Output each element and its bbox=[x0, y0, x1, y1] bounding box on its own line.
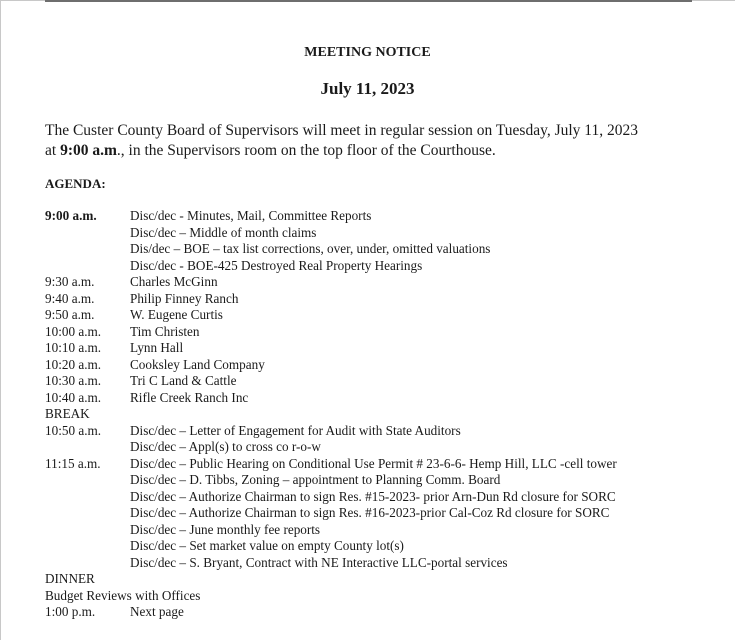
agenda-item: Disc/dec – Set market value on empty County lot(s) bbox=[130, 538, 404, 553]
agenda-time: 10:40 a.m. bbox=[45, 389, 102, 405]
agenda-time: 9:40 a.m. bbox=[45, 290, 95, 306]
meeting-date: July 11, 2023 bbox=[320, 79, 415, 98]
agenda-row bbox=[45, 456, 725, 473]
agenda-row bbox=[45, 258, 725, 275]
agenda-item: Disc/dec – Authorize Chairman to sign Res. #16-2023-prior Cal-Coz Rd closure for SORC bbox=[130, 505, 610, 520]
agenda-item: Tim Christen bbox=[130, 323, 200, 339]
agenda-item: Disc/dec – Middle of month claims bbox=[130, 224, 317, 240]
agenda-row bbox=[45, 406, 725, 423]
document-title: MEETING NOTICE bbox=[304, 45, 431, 60]
agenda-row bbox=[45, 423, 725, 440]
agenda-time: 9:30 a.m. bbox=[45, 274, 95, 289]
agenda-row bbox=[45, 241, 725, 258]
agenda-row bbox=[45, 340, 725, 357]
agenda-item: Dis/dec – BOE – tax list corrections, over, under, omitted valuations bbox=[130, 241, 491, 256]
agenda-item: Disc/dec – D. Tibbs, Zoning – appointment to Planning Comm. Board bbox=[130, 472, 501, 487]
agenda-row bbox=[45, 555, 725, 572]
agenda-item: Lynn Hall bbox=[130, 340, 184, 355]
agenda-section-label: BREAK bbox=[45, 406, 90, 421]
intro-prefix: at bbox=[45, 142, 61, 159]
agenda-item: Disc/dec – S. Bryant, Contract with NE Interactive LLC-portal services bbox=[130, 554, 508, 570]
agenda-row bbox=[45, 604, 725, 621]
agenda-row bbox=[45, 390, 725, 407]
agenda-row bbox=[45, 489, 725, 506]
agenda-time: 1:00 p.m. bbox=[45, 604, 96, 619]
agenda-item: Next page bbox=[130, 604, 184, 619]
agenda-row bbox=[45, 357, 725, 374]
agenda-time: 10:00 a.m. bbox=[45, 323, 102, 339]
agenda-item: Disc/dec - BOE-425 Destroyed Real Property Hearings bbox=[130, 257, 423, 273]
agenda-heading: AGENDA: bbox=[45, 176, 106, 191]
agenda-item: Disc/dec - Minutes, Mail, Committee Reports bbox=[130, 208, 372, 223]
agenda-row bbox=[45, 274, 725, 291]
agenda-section-label: DINNER bbox=[45, 571, 95, 586]
agenda-row bbox=[45, 373, 725, 390]
agenda-row bbox=[45, 439, 725, 456]
agenda-row bbox=[45, 538, 725, 555]
agenda-item: Disc/dec – Public Hearing on Conditional Use Permit # 23-6-6- Hemp Hill, LLC -cell tower bbox=[130, 455, 617, 471]
agenda-row bbox=[45, 307, 725, 324]
agenda-time: 11:15 a.m. bbox=[45, 455, 101, 471]
agenda-time: 10:10 a.m. bbox=[45, 340, 102, 355]
agenda-row bbox=[45, 472, 725, 489]
agenda-time: 10:20 a.m. bbox=[45, 356, 102, 372]
agenda-list bbox=[45, 208, 725, 621]
agenda-item: Cooksley Land Company bbox=[130, 356, 265, 372]
agenda-row bbox=[45, 571, 725, 588]
agenda-item: Disc/dec – Letter of Engagement for Audit with State Auditors bbox=[130, 422, 461, 438]
agenda-item: Rifle Creek Ranch Inc bbox=[130, 389, 249, 405]
page-top-edge bbox=[45, 0, 692, 2]
agenda-time: 9:50 a.m. bbox=[45, 307, 95, 322]
agenda-time: 10:30 a.m. bbox=[45, 373, 102, 388]
agenda-item: W. Eugene Curtis bbox=[130, 307, 223, 322]
agenda-time: 10:50 a.m. bbox=[45, 422, 102, 438]
agenda-item: Disc/dec – Authorize Chairman to sign Res. #15-2023- prior Arn-Dun Rd closure for SORC bbox=[130, 488, 616, 504]
agenda-row bbox=[45, 324, 725, 341]
agenda-section-label: Budget Reviews with Offices bbox=[45, 587, 201, 603]
intro-paragraph bbox=[45, 121, 725, 161]
agenda-time: 9:00 a.m. bbox=[45, 208, 97, 223]
intro-suffix: ., in the Supervisors room on the top floor of the Courthouse. bbox=[116, 142, 496, 159]
agenda-row bbox=[45, 522, 725, 539]
agenda-item: Disc/dec – June monthly fee reports bbox=[130, 521, 321, 537]
agenda-row bbox=[45, 291, 725, 308]
agenda-item: Philip Finney Ranch bbox=[130, 290, 239, 306]
intro-line-1: The Custer County Board of Supervisors will meet in regular session on Tuesday, July 11, 2023 bbox=[45, 122, 638, 139]
agenda-row bbox=[45, 505, 725, 522]
agenda-row bbox=[45, 225, 725, 242]
agenda-item: Charles McGinn bbox=[130, 274, 218, 289]
agenda-item: Disc/dec – Appl(s) to cross co r-o-w bbox=[130, 439, 321, 454]
intro-start-time: 9:00 a.m bbox=[60, 142, 117, 159]
agenda-row bbox=[45, 208, 725, 225]
agenda-row bbox=[45, 588, 725, 605]
agenda-item: Tri C Land & Cattle bbox=[130, 373, 237, 388]
